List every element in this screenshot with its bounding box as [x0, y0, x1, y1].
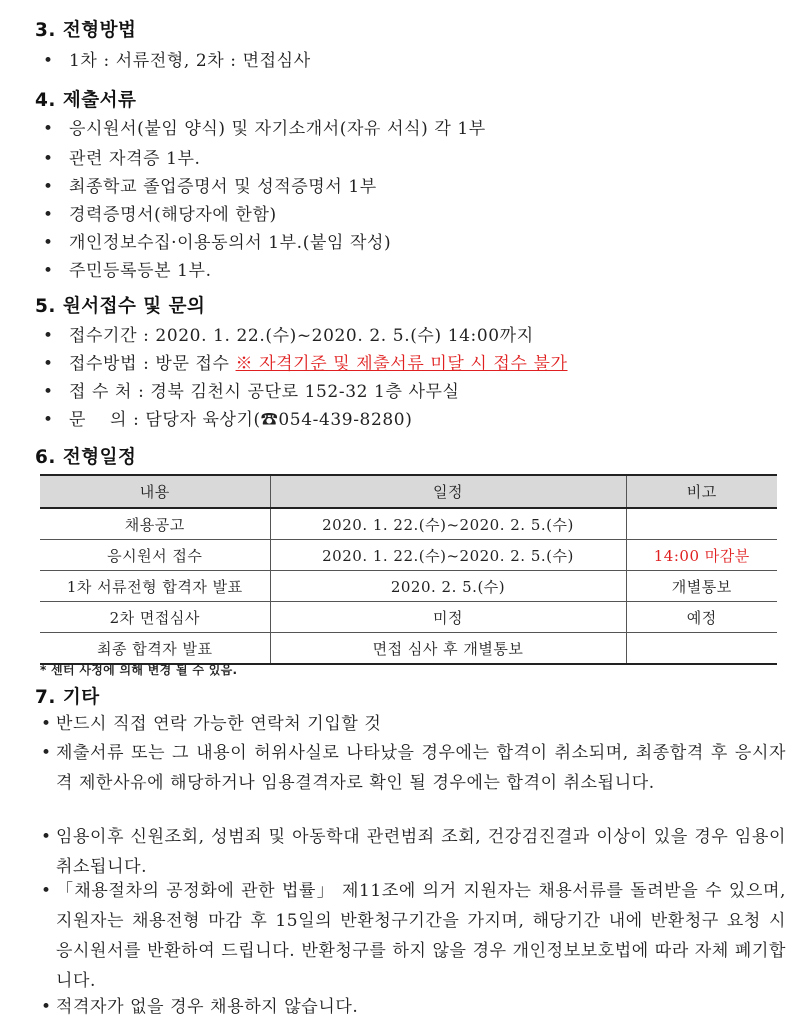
section-7-heading: 7. 기타 — [35, 687, 100, 708]
list-item — [43, 405, 412, 430]
reception-warning: ※ 자격기준 및 제출서류 미달 시 접수 불가 — [235, 354, 568, 374]
list-item-text: 적격자가 없을 경우 채용하지 않습니다. — [56, 997, 359, 1017]
table-cell: 응시원서 접수 — [40, 540, 270, 571]
bullet: • — [43, 119, 54, 139]
list-item — [43, 46, 311, 71]
bullet: • — [43, 410, 54, 430]
list-item — [43, 228, 391, 253]
schedule-note: * 센터 사정에 의해 변경 될 수 있음. — [40, 663, 238, 677]
bullet: • — [43, 261, 54, 281]
column-header: 일정 — [270, 475, 626, 508]
reception-method: 접수방법 : 방문 접수 — [69, 354, 230, 374]
list-item-text: 반드시 직접 연락 가능한 연락처 기입할 것 — [56, 714, 382, 734]
list-item — [41, 876, 786, 996]
list-item — [43, 200, 277, 225]
bullet: • — [41, 881, 52, 901]
list-item-text: 「채용절차의 공정화에 관한 법률」 제11조에 의거 지원자는 채용서류를 돌려받을 수 있으며, 지원자는 채용전형 마감 후 15일의 반환청구기간을 가지며, 해당기간 내에 반환청구 요청 시 응시원서를 반환하여 드립니다. 반환청구를 하지 않을 경우 개인정보보호법에 따라 자체 폐기합니다. — [56, 881, 786, 991]
list-item — [43, 256, 212, 281]
column-header: 비고 — [626, 475, 777, 508]
section-3-heading: 3. 전형방법 — [35, 20, 137, 41]
table-cell: 2020. 2. 5.(수) — [270, 571, 626, 602]
table-row — [40, 571, 777, 602]
bullet: • — [43, 205, 54, 225]
list-item — [41, 738, 786, 798]
contact-info: 문 의 : 담당자 육상기(☎054-439-8280) — [69, 410, 413, 430]
bullet: • — [43, 233, 54, 253]
bullet: • — [43, 354, 54, 374]
list-item-text: 제출서류 또는 그 내용이 허위사실로 나타났을 경우에는 합격이 취소되며, 최종합격 후 응시자격 제한사유에 해당하거나 임용결격자로 확인 될 경우에는 합격이 취소됩니다. — [56, 743, 786, 793]
bullet: • — [41, 997, 52, 1017]
table-row — [40, 540, 777, 571]
section-6-heading: 6. 전형일정 — [35, 447, 137, 468]
list-item — [43, 377, 460, 402]
bullet: • — [43, 326, 54, 346]
table-cell: 채용공고 — [40, 508, 270, 540]
list-item — [43, 349, 568, 374]
bullet: • — [43, 177, 54, 197]
list-item-text: 최종학교 졸업증명서 및 성적증명서 1부 — [69, 177, 377, 197]
list-item-text: 관련 자격증 1부. — [69, 149, 201, 169]
list-item — [41, 709, 786, 739]
list-item-text: 응시원서(붙임 양식) 및 자기소개서(자유 서식) 각 1부 — [69, 119, 486, 139]
bullet: • — [41, 827, 52, 847]
list-item — [41, 992, 786, 1022]
bullet: • — [43, 51, 54, 71]
bullet: • — [41, 743, 52, 763]
table-cell — [626, 633, 777, 665]
table-cell: 2020. 1. 22.(수)~2020. 2. 5.(수) — [270, 508, 626, 540]
reception-period: 접수기간 : 2020. 1. 22.(수)~2020. 2. 5.(수) 14:00까지 — [69, 326, 534, 346]
section-5-heading: 5. 원서접수 및 문의 — [35, 296, 206, 317]
table-cell — [626, 508, 777, 540]
bullet: • — [41, 714, 52, 734]
bullet: • — [43, 149, 54, 169]
table-cell: 14:00 마감분 — [626, 540, 777, 571]
table-cell: 개별통보 — [626, 571, 777, 602]
list-item — [43, 321, 534, 346]
table-cell: 2020. 1. 22.(수)~2020. 2. 5.(수) — [270, 540, 626, 571]
table-cell: 1차 서류전형 합격자 발표 — [40, 571, 270, 602]
list-item — [43, 144, 201, 169]
list-item-text: 1차 : 서류전형, 2차 : 면접심사 — [69, 51, 311, 71]
reception-place: 접 수 처 : 경북 김천시 공단로 152-32 1층 사무실 — [69, 382, 460, 402]
table-row — [40, 508, 777, 540]
table-cell: 미정 — [270, 602, 626, 633]
column-header: 내용 — [40, 475, 270, 508]
list-item-text: 경력증명서(해당자에 한함) — [69, 205, 277, 225]
list-item — [43, 114, 486, 139]
table-cell: 최종 합격자 발표 — [40, 633, 270, 665]
table-row — [40, 633, 777, 665]
table-cell: 예정 — [626, 602, 777, 633]
section-4-heading: 4. 제출서류 — [35, 90, 137, 111]
table-cell: 면접 심사 후 개별통보 — [270, 633, 626, 665]
table-header-row — [40, 475, 777, 508]
table-row — [40, 602, 777, 633]
list-item-text: 개인정보수집·이용동의서 1부.(붙임 작성) — [69, 233, 392, 253]
list-item-text: 임용이후 신원조회, 성범죄 및 아동학대 관련범죄 조회, 건강검진결과 이상이 있을 경우 임용이 취소됩니다. — [56, 827, 786, 877]
list-item — [43, 172, 377, 197]
bullet: • — [43, 382, 54, 402]
table-cell: 2차 면접심사 — [40, 602, 270, 633]
schedule-table — [40, 474, 777, 665]
list-item — [41, 822, 786, 882]
list-item-text: 주민등록등본 1부. — [69, 261, 212, 281]
